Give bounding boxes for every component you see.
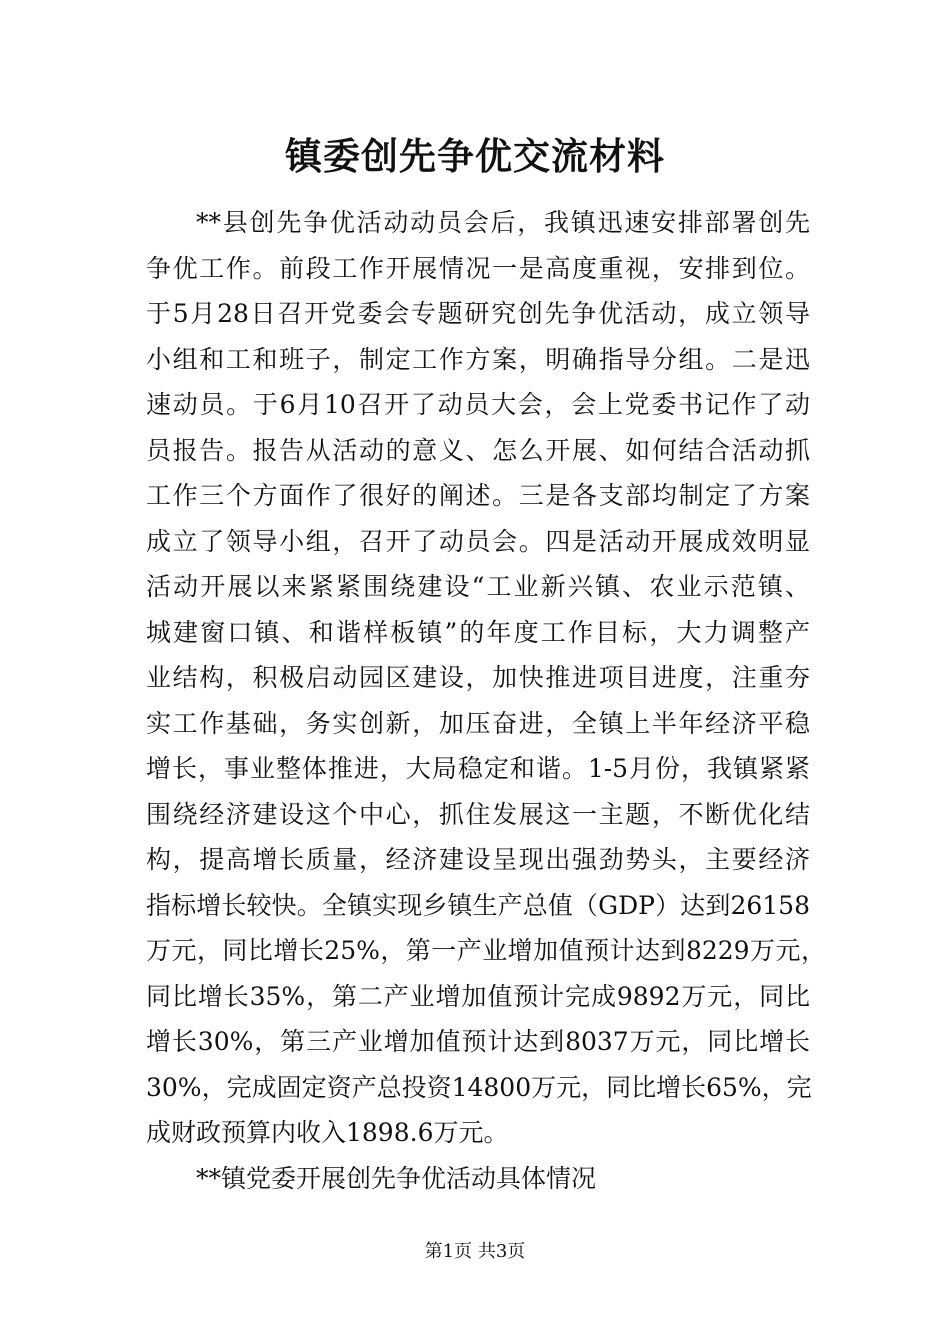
paragraph-line: 增长，事业整体推进，大局稳定和谐。1-5月份，我镇紧紧 [146, 754, 810, 783]
paragraph-line: **县创先争优活动动员会后，我镇迅速安排部署创先 [196, 208, 810, 237]
section-heading: **镇党委开展创先争优活动具体情况 [196, 1164, 597, 1193]
paragraph-line: 速动员。于6月10召开了动员大会，会上党委书记作了动 [146, 390, 810, 419]
paragraph-line: 小组和工和班子，制定工作方案，明确指导分组。二是迅 [146, 344, 810, 374]
paragraph-line: 活动开展以来紧紧围绕建设“工业新兴镇、农业示范镇、 [146, 572, 810, 601]
paragraph-line: 30%，完成固定资产总投资14800万元，同比增长65%，完 [146, 1072, 812, 1102]
paragraph-line: 争优工作。前段工作开展情况一是高度重视，安排到位。 [146, 253, 810, 283]
paragraph-line: 成立了领导小组，召开了动员会。四是活动开展成效明显 [146, 526, 810, 556]
paragraph-line: 增长30%，第三产业增加值预计达到8037万元，同比增长 [146, 1027, 810, 1056]
page-number: 第1页 共3页 [424, 1241, 526, 1262]
paragraph-line: 城建窗口镇、和谐样板镇”的年度工作目标，大力调整产 [146, 617, 810, 647]
paragraph-line: 成财政预算内收入1898.6万元。 [146, 1118, 509, 1147]
paragraph-line: 业结构，积极启动园区建设，加快推进项目进度，注重夯 [146, 663, 810, 692]
paragraph-line: 围绕经济建设这个中心，抓住发展这一主题，不断优化结 [146, 799, 810, 829]
document-title: 镇委创先争优交流材料 [285, 134, 665, 178]
paragraph-line: 万元，同比增长25%，第一产业增加值预计达到8229万元， [146, 936, 826, 965]
paragraph-line: 工作三个方面作了很好的阐述。三是各支部均制定了方案 [146, 481, 810, 510]
paragraph-line: 同比增长35%，第二产业增加值预计完成9892万元，同比 [146, 981, 810, 1011]
paragraph-line: 指标增长较快。全镇实现乡镇生产总值（GDP）达到26158 [146, 890, 810, 920]
body-paragraph [146, 200, 826, 1156]
paragraph-line: 员报告。报告从活动的意义、怎么开展、如何结合活动抓 [146, 435, 810, 465]
paragraph-line: 实工作基础，务实创新，加压奋进，全镇上半年经济平稳 [146, 708, 810, 738]
paragraph-line: 构，提高增长质量，经济建设呈现出强劲势头，主要经济 [146, 845, 810, 874]
paragraph-line: 于5月28日召开党委会专题研究创先争优活动，成立领导 [146, 299, 810, 328]
